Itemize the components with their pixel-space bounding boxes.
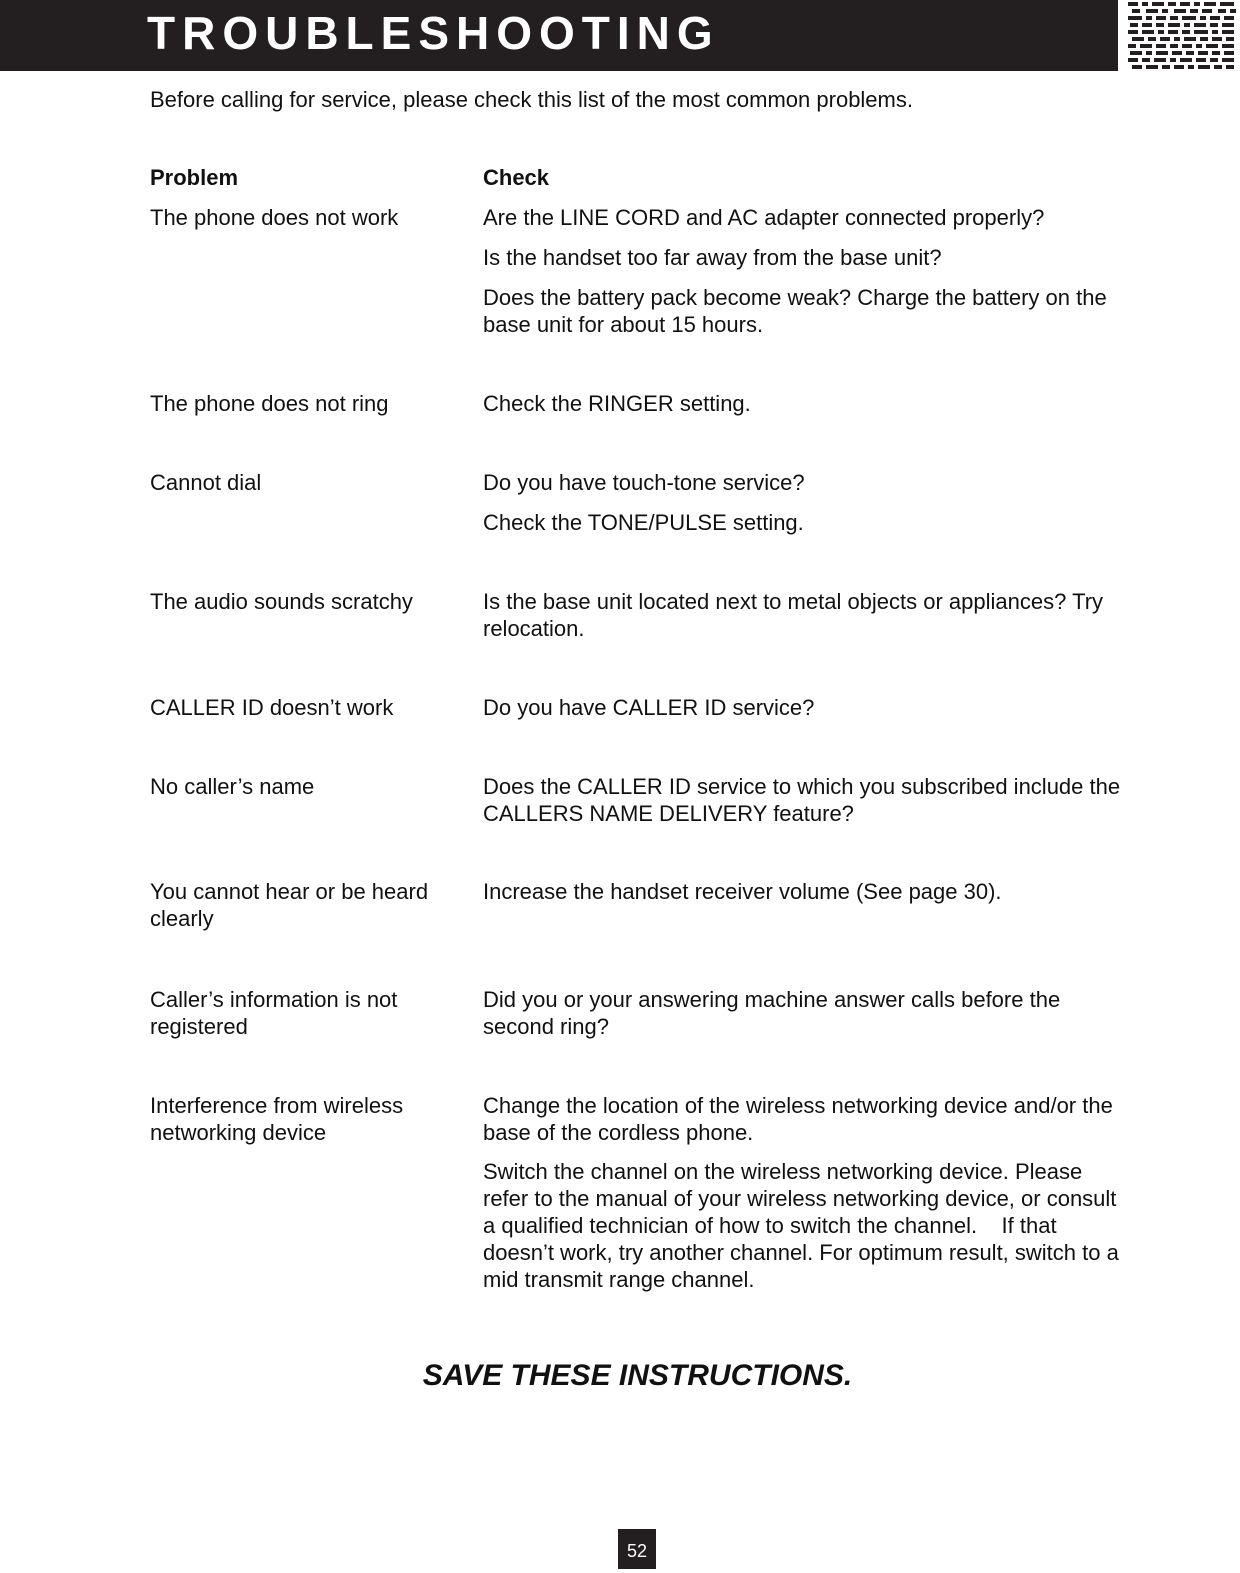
- problem-text: No caller’s name: [150, 774, 315, 799]
- problem-text: The phone does not work: [150, 205, 399, 230]
- check-text: Check the TONE/PULSE setting.: [483, 510, 804, 535]
- problem-text: Interference from wireless networking device: [150, 1093, 404, 1145]
- check-text: Increase the handset receiver volume (See page 30).: [483, 879, 1002, 904]
- check-text: Change the location of the wireless networking device and/or the base of the cordless phone.: [483, 1093, 1113, 1145]
- check-text: Switch the channel on the wireless networking device. Please refer to the manual of your wireless networking device, or consult a qualified technician of how to switch the channel. If that doesn’t work, try another channel. For optimum result, switch to a mid transmit range channel.: [483, 1159, 1125, 1292]
- page-number: 52: [618, 1529, 656, 1569]
- check-text: Did you or your answering machine answer calls before the second ring?: [483, 987, 1061, 1039]
- pattern-icon: [1126, 0, 1238, 72]
- check-text: Do you have touch-tone service?: [483, 470, 805, 495]
- check-text: Is the handset too far away from the base unit?: [483, 245, 942, 270]
- save-instructions: SAVE THESE INSTRUCTIONS.: [422, 1359, 853, 1392]
- column-header-problem: Problem: [150, 165, 239, 190]
- problem-text: Cannot dial: [150, 470, 262, 495]
- problem-text: CALLER ID doesn’t work: [150, 695, 394, 720]
- problem-text: Caller’s information is not registered: [150, 987, 398, 1039]
- check-text: Check the RINGER setting.: [483, 391, 751, 416]
- header-bar: [0, 0, 1118, 71]
- check-text: Do you have CALLER ID service?: [483, 695, 815, 720]
- column-header-check: Check: [483, 165, 550, 190]
- problem-text: You cannot hear or be heard clearly: [150, 879, 429, 931]
- check-text: Are the LINE CORD and AC adapter connected properly?: [483, 205, 1045, 230]
- problem-text: The phone does not ring: [150, 391, 389, 416]
- check-text: Does the CALLER ID service to which you subscribed include the CALLERS NAME DELIVERY feature?: [483, 774, 1121, 826]
- check-text: Does the battery pack become weak? Charge the battery on the base unit for about 15 hours.: [483, 285, 1107, 337]
- problem-text: The audio sounds scratchy: [150, 589, 413, 614]
- page-title: TROUBLESHOOTING: [147, 7, 720, 59]
- intro-text: Before calling for service, please check this list of the most common problems.: [150, 87, 913, 112]
- check-text: Is the base unit located next to metal objects or appliances? Try relocation.: [483, 589, 1104, 641]
